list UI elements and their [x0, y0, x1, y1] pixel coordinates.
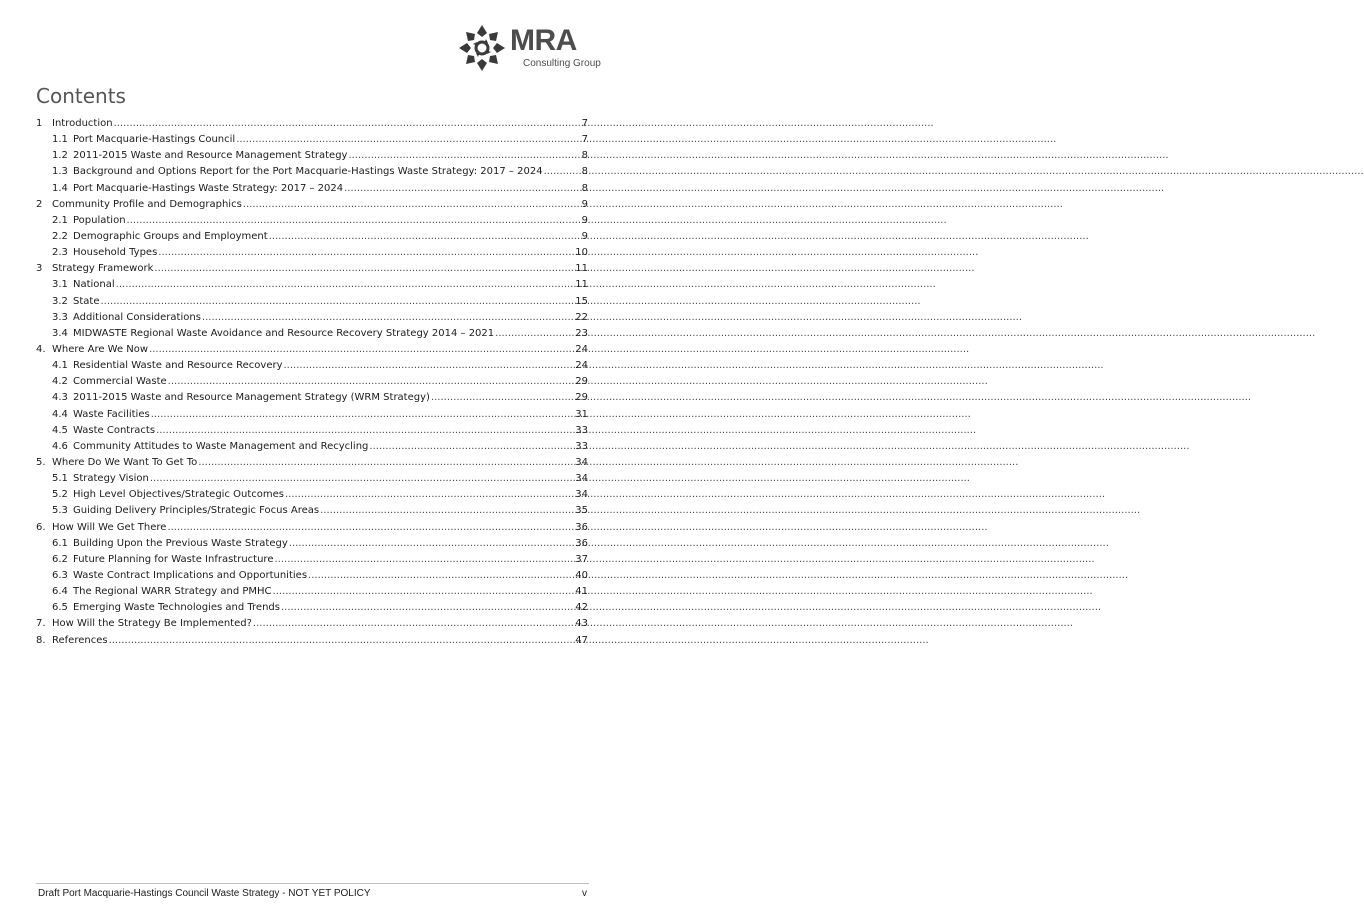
toc-entry-title: National [73, 279, 115, 291]
toc-entry-title: Strategy Vision [73, 473, 149, 485]
toc-dot-leader [109, 633, 575, 649]
toc-entry-title: MIDWASTE Regional Waste Avoidance and Resource Recovery Strategy 2014 – 2021 [73, 327, 495, 339]
toc-dot-leader [198, 455, 574, 471]
toc-entry-title: Where Are We Now [52, 343, 149, 355]
toc-entry-number: 5.3 [52, 505, 68, 517]
toc-entry-page: 11 [575, 279, 588, 291]
toc-dot-leader [151, 407, 575, 423]
toc-entry-page: 8 [581, 166, 588, 178]
toc-entry-title: How Will We Get There [52, 521, 167, 533]
footer-page-number: v [582, 888, 587, 899]
toc-entry-number: 5.1 [52, 473, 68, 485]
toc-entry-page: 42 [575, 602, 588, 614]
toc-entry[interactable] [36, 116, 588, 132]
toc-dot-leader [156, 423, 574, 439]
toc-entry-page: 7 [581, 118, 588, 129]
toc-entry-page: 33 [575, 440, 588, 452]
toc-entry-page: 29 [575, 376, 588, 388]
toc-dot-leader [269, 229, 581, 245]
toc-entry-title: Additional Considerations [73, 311, 201, 323]
toc-dot-leader [167, 520, 574, 536]
toc-entry-title: Population [73, 214, 126, 226]
toc-entry-number: 8. [36, 634, 46, 646]
toc-entry-page: 33 [575, 424, 588, 436]
toc-dot-leader [100, 294, 574, 310]
toc-entry[interactable] [36, 471, 588, 487]
toc-entry-page: 40 [575, 569, 588, 581]
toc-dot-leader [369, 439, 574, 455]
toc-entry[interactable] [36, 310, 588, 326]
toc-entry-page: 47 [575, 634, 588, 646]
toc-dot-leader [281, 600, 574, 616]
toc-entry-title: Waste Facilities [73, 408, 150, 420]
toc-entry[interactable] [36, 455, 588, 471]
toc-dot-leader [116, 277, 575, 293]
toc-entry-number: 6. [36, 521, 46, 533]
toc-entry[interactable] [36, 245, 588, 261]
toc-entry[interactable] [36, 616, 588, 632]
toc-dot-leader [243, 197, 581, 213]
toc-entry-title: Community Profile and Demographics [52, 198, 242, 210]
toc-entry-title: Future Planning for Waste Infrastructure [73, 553, 274, 565]
toc-entry[interactable] [36, 229, 588, 245]
toc-entry[interactable] [36, 520, 588, 536]
toc-entry-number: 2.2 [52, 230, 68, 242]
toc-entry-page: 34 [575, 473, 588, 485]
toc-entry[interactable] [36, 374, 588, 390]
toc-entry-number: 2.3 [52, 247, 68, 259]
toc-dot-leader [154, 261, 574, 277]
toc-entry[interactable] [36, 503, 588, 519]
toc-entry-page: 10 [575, 247, 588, 259]
toc-entry[interactable] [36, 181, 588, 197]
toc-entry-title: Household Types [73, 247, 158, 259]
toc-entry-page: 37 [575, 553, 588, 565]
toc-dot-leader [274, 552, 574, 568]
toc-entry-number: 6.5 [52, 602, 68, 614]
toc-entry-number: 1.3 [52, 166, 68, 178]
footer-divider [36, 883, 589, 884]
toc-dot-leader [273, 584, 575, 600]
toc-entry-number: 1.2 [52, 150, 68, 162]
toc-entry[interactable] [36, 213, 588, 229]
toc-entry[interactable] [36, 342, 588, 358]
toc-entry-page: 31 [575, 408, 588, 420]
toc-entry[interactable] [36, 261, 588, 277]
toc-entry-number: 5.2 [52, 489, 68, 501]
toc-entry-number: 1.1 [52, 134, 68, 146]
toc-entry-page: 29 [575, 392, 588, 404]
toc-entry-page: 15 [575, 295, 588, 307]
toc-entry-title: Port Macquarie-Hastings Council [73, 134, 236, 146]
toc-entry-number: 4. [36, 343, 46, 355]
toc-dot-leader [348, 148, 580, 164]
toc-dot-leader [158, 245, 574, 261]
toc-entry-title: 2011-2015 Waste and Resource Management Strategy (WRM Strategy) [73, 392, 430, 404]
toc-entry-number: 3.2 [52, 295, 68, 307]
toc-entry-page: 24 [575, 343, 588, 355]
toc-entry-page: 8 [581, 150, 588, 162]
toc-entry-number: 3.3 [52, 311, 68, 323]
toc-entry[interactable] [36, 390, 588, 406]
toc-entry-page: 36 [575, 537, 588, 549]
toc-entry-title: Where Do We Want To Get To [52, 456, 198, 468]
toc-entry-title: Waste Contracts [73, 424, 156, 436]
toc-entry-number: 3.4 [52, 327, 68, 339]
toc-dot-leader [202, 310, 574, 326]
toc-entry[interactable] [36, 277, 588, 293]
toc-dot-leader [253, 616, 574, 632]
toc-entry[interactable] [36, 132, 588, 148]
table-of-contents [36, 116, 588, 649]
toc-dot-leader [168, 374, 575, 390]
toc-entry-title: High Level Objectives/Strategic Outcomes [73, 489, 284, 501]
mra-logo [456, 22, 616, 74]
toc-entry-number: 4.3 [52, 392, 68, 404]
toc-dot-leader [285, 487, 574, 503]
logo-subtitle: Consulting Group [523, 58, 601, 69]
toc-entry-number: 1 [36, 118, 43, 129]
toc-entry[interactable] [36, 407, 588, 423]
toc-entry-title: Demographic Groups and Employment [73, 230, 268, 242]
toc-entry-title: Waste Contract Implications and Opportunities [73, 569, 308, 581]
toc-dot-leader [114, 116, 581, 132]
toc-entry-number: 6.4 [52, 586, 68, 598]
toc-entry-title: Introduction [52, 118, 113, 129]
toc-entry-title: State [73, 295, 100, 307]
toc-entry-page: 8 [581, 182, 588, 194]
toc-entry-number: 1.4 [52, 182, 68, 194]
toc-entry-title: Guiding Delivery Principles/Strategic Focus Areas [73, 505, 320, 517]
toc-entry-title: Background and Options Report for the Port Macquarie-Hastings Waste Strategy: 2017 – 2024 [73, 166, 543, 178]
toc-entry-number: 7. [36, 618, 46, 630]
toc-entry-title: Community Attitudes to Waste Management and Recycling [73, 440, 369, 452]
toc-entry-number: 4.1 [52, 360, 68, 372]
toc-dot-leader [308, 568, 574, 584]
toc-dot-leader [236, 132, 580, 148]
toc-entry[interactable] [36, 326, 588, 342]
toc-entry[interactable] [36, 584, 588, 600]
toc-entry[interactable] [36, 487, 588, 503]
toc-entry[interactable] [36, 600, 588, 616]
toc-entry-number: 4.6 [52, 440, 68, 452]
toc-entry-title: Port Macquarie-Hastings Waste Strategy: 2017 – 2024 [73, 182, 344, 194]
toc-dot-leader [149, 342, 574, 358]
toc-entry-page: 36 [575, 521, 588, 533]
toc-entry-number: 2.1 [52, 214, 68, 226]
toc-dot-leader [127, 213, 581, 229]
toc-entry-title: Emerging Waste Technologies and Trends [73, 602, 280, 614]
toc-entry-page: 34 [575, 489, 588, 501]
footer-text: Draft Port Macquarie-Hastings Council Waste Strategy - NOT YET POLICY [38, 888, 371, 899]
toc-entry[interactable] [36, 423, 588, 439]
toc-entry-title: Commercial Waste [73, 376, 167, 388]
toc-entry[interactable] [36, 552, 588, 568]
toc-entry-number: 6.2 [52, 553, 68, 565]
toc-entry-page: 41 [575, 586, 588, 598]
toc-entry-number: 2 [36, 198, 43, 210]
toc-entry[interactable] [36, 197, 588, 213]
toc-entry-title: 2011-2015 Waste and Resource Management Strategy [73, 150, 348, 162]
toc-entry-number: 4.4 [52, 408, 68, 420]
toc-entry[interactable] [36, 294, 588, 310]
toc-entry-page: 9 [581, 230, 588, 242]
toc-entry-title: Building Upon the Previous Waste Strategy [73, 537, 288, 549]
page-title: Contents [36, 84, 126, 108]
toc-entry-title: Residential Waste and Resource Recovery [73, 360, 283, 372]
toc-entry-title: The Regional WARR Strategy and PMHC [73, 586, 272, 598]
toc-dot-leader [320, 503, 574, 519]
toc-entry-page: 43 [575, 618, 588, 630]
toc-entry-page: 34 [575, 456, 588, 468]
logo-name: MRA [510, 24, 577, 57]
toc-entry[interactable] [36, 536, 588, 552]
toc-dot-leader [284, 358, 575, 374]
toc-entry-page: 9 [581, 198, 588, 210]
toc-entry-number: 6.1 [52, 537, 68, 549]
toc-entry-title: How Will the Strategy Be Implemented? [52, 618, 252, 630]
toc-entry-title: References [52, 634, 108, 646]
toc-entry-page: 22 [575, 311, 588, 323]
toc-entry[interactable] [36, 148, 588, 164]
mra-logo-mark-icon [456, 22, 508, 74]
toc-entry-page: 7 [581, 134, 588, 146]
toc-entry-number: 4.2 [52, 376, 68, 388]
toc-entry[interactable] [36, 633, 588, 649]
toc-dot-leader [344, 181, 581, 197]
toc-dot-leader [150, 471, 574, 487]
toc-dot-leader [495, 326, 574, 342]
toc-entry[interactable] [36, 358, 588, 374]
toc-entry-title: Strategy Framework [52, 263, 154, 275]
toc-dot-leader [431, 390, 574, 406]
toc-entry-number: 4.5 [52, 424, 68, 436]
toc-entry[interactable] [36, 568, 588, 584]
toc-entry-number: 3 [36, 263, 43, 275]
toc-entry[interactable] [36, 439, 588, 455]
toc-entry-number: 3.1 [52, 279, 68, 291]
toc-entry-page: 35 [575, 505, 588, 517]
toc-entry-page: 9 [581, 214, 588, 226]
toc-entry[interactable] [36, 164, 588, 180]
toc-entry-number: 5. [36, 456, 46, 468]
toc-entry-page: 23 [575, 327, 588, 339]
toc-entry-page: 11 [575, 263, 588, 275]
toc-entry-page: 24 [575, 360, 588, 372]
toc-dot-leader [544, 164, 581, 180]
toc-entry-number: 6.3 [52, 569, 68, 581]
toc-dot-leader [289, 536, 575, 552]
